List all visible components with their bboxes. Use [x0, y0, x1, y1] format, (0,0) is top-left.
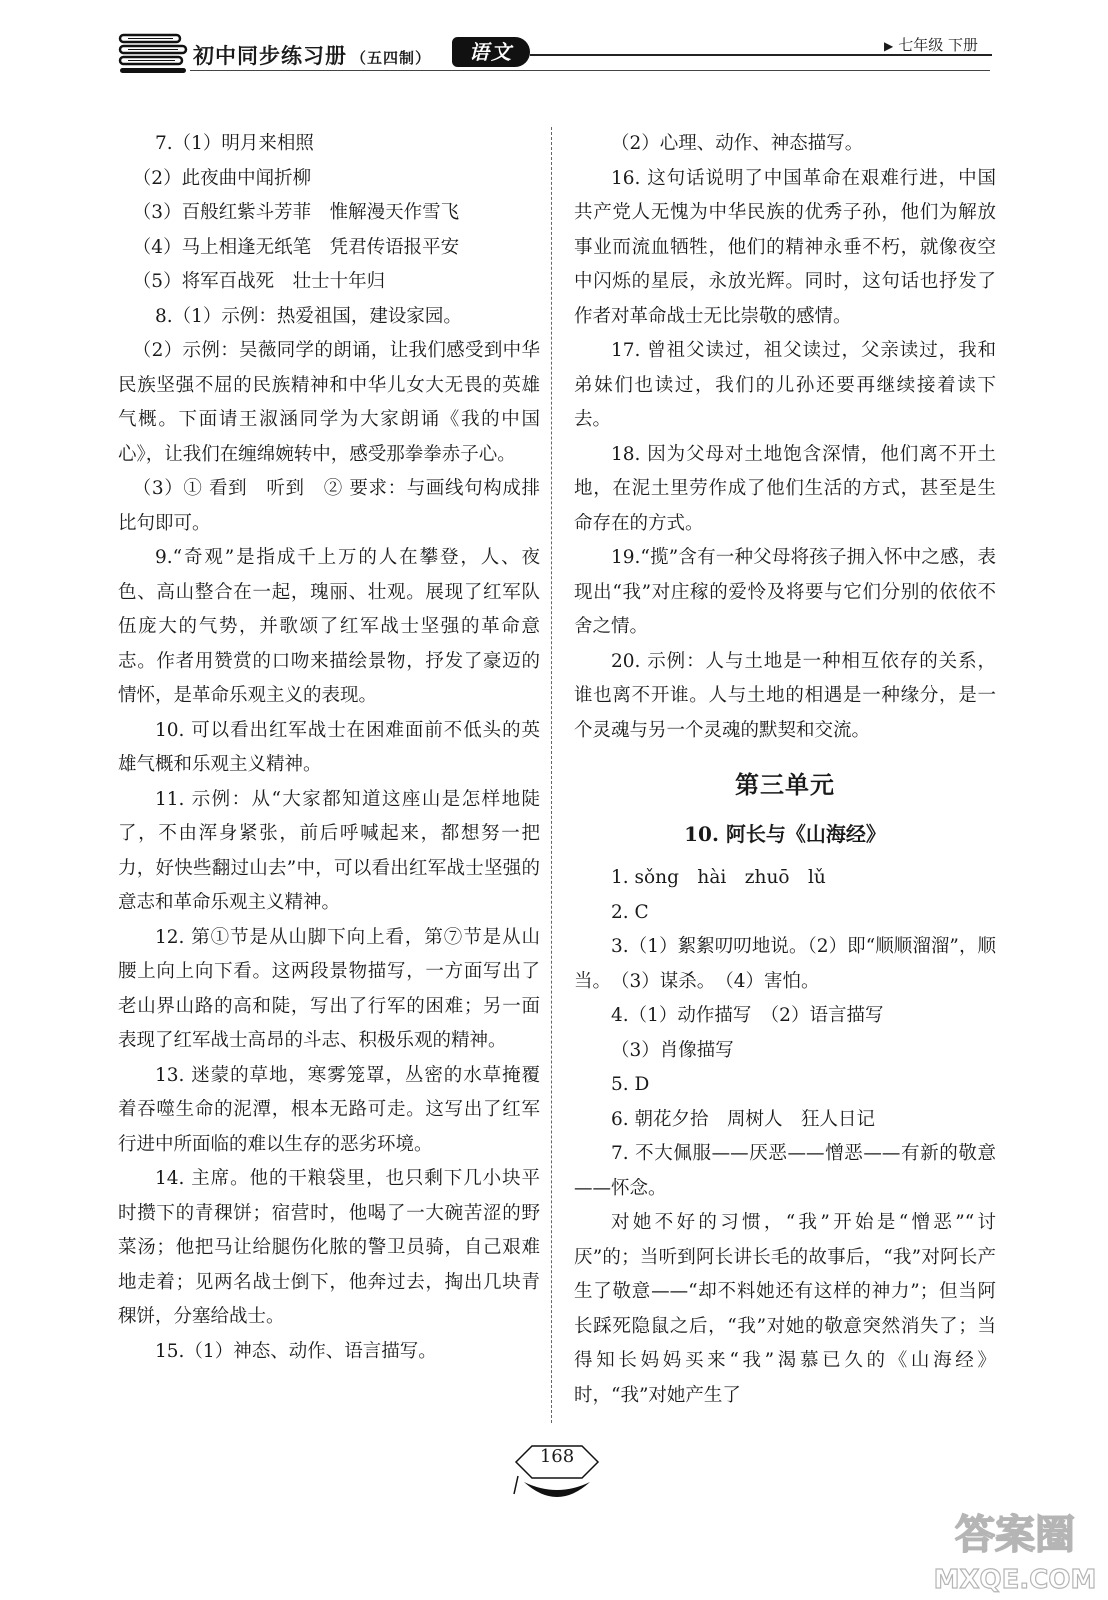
lesson-answers: [574, 861, 996, 1413]
page-header: [0, 0, 1108, 90]
watermark-url: MXQE.COM: [933, 1565, 1097, 1595]
answer-paragraph: 1. sǒng hài zhuō lǔ: [611, 867, 826, 888]
answer-paragraph: 10. 可以看出红军战士在困难面前不低头的英雄气概和乐观主义精神。: [118, 719, 540, 775]
left-column: [118, 127, 540, 1369]
play-triangle-icon: ▶: [884, 39, 894, 53]
answer-paragraph: 对她不好的习惯，“我”开始是“憎恶”“讨厌”的；当听到阿长讲长毛的故事后，“我”对阿长产生了敬意——“却不料她还有这样的神力”；但当阿长踩死隐鼠之后，“我”对她的敬意突然消失了；当得知长妈妈买来“我”渴慕已久的《山海经》时，“我”对她产生了: [574, 1212, 996, 1406]
edition-label: （五四制）: [351, 49, 432, 67]
answer-paragraph: 6. 朝花夕拾 周树人 狂人日记: [611, 1108, 876, 1130]
answer-paragraph: （2）此夜曲中闻折柳: [132, 167, 312, 189]
answer-paragraph: 14. 主席。他的干粮袋里，也只剩下几小块平时攒下的青稞饼；宿营时，他喝了一大碗苦涩的野菜汤；他把马让给腿伤化脓的警卫员骑，自己艰难地走着；见两名战士倒下，他奔过去，掏出几块青稞饼，分塞给战士。: [118, 1168, 540, 1327]
answer-paragraph: 15.（1）神态、动作、语言描写。: [155, 1340, 437, 1362]
column-divider: [551, 127, 552, 1423]
unit-heading: 第三单元: [735, 771, 835, 799]
answer-paragraph: （3）① 看到 听到 ② 要求：与画线句构成排比句即可。: [118, 478, 540, 534]
subject-badge: 语文: [452, 37, 530, 67]
page-number-badge: [512, 1440, 602, 1510]
header-underline: [190, 70, 990, 71]
answer-paragraph: 9.“奇观”是指成千上万的人在攀登，人、夜色、高山整合在一起，瑰丽、壮观。展现了红军队伍庞大的气势，并歌颂了红军战士坚强的革命意志。作者用赞赏的口吻来描绘景物，抒发了豪迈的情怀，是革命乐观主义的表现。: [118, 547, 540, 706]
watermark-text: 答案圈: [955, 1512, 1075, 1558]
answer-paragraph: 19.“揽”含有一种父母将孩子拥入怀中之感，表现出“我”对庄稼的爱怜及将要与它们分别的依依不舍之情。: [574, 547, 996, 637]
right-column-answers: [574, 127, 996, 748]
answer-paragraph: 4.（1）动作描写 （2）语言描写: [611, 1005, 884, 1026]
answer-paragraph: 16. 这句话说明了中国革命在艰难行进，中国共产党人无愧为中华民族的优秀子孙，他们为解放事业而流血牺牲，他们的精神永垂不朽，就像夜空中闪烁的星辰，永放光辉。同时，这句话也抒发了作者对革命战士无比崇敬的感情。: [574, 167, 996, 327]
answer-paragraph: 20. 示例：人与土地是一种相互依存的关系，谁也离不开谁。人与土地的相遇是一种缘分，是一个灵魂与另一个灵魂的默契和交流。: [574, 650, 996, 741]
answer-paragraph: 3.（1）絮絮叨叨地说。（2）即“顺顺溜溜”，顺当。 （3）谋杀。 （4）害怕。: [574, 936, 996, 992]
answer-paragraph: （3）百般红紫斗芳菲 惟解漫天作雪飞: [132, 202, 460, 223]
answer-paragraph: 11. 示例：从“大家都知道这座山是怎样地陡了，不由浑身紧张，前后呼喊起来，都想努一把力，好快些翻过山去”中，可以看出红军战士坚强的意志和革命乐观主义精神。: [118, 788, 540, 913]
lesson-heading: 10. 阿长与《山海经》: [684, 821, 886, 846]
answer-paragraph: 17. 曾祖父读过，祖父读过，父亲读过，我和弟妹们也读过，我们的儿孙还要再继续接着读下去。: [574, 340, 996, 430]
answer-paragraph: 13. 迷蒙的草地，寒雾笼罩，丛密的水草掩覆着吞噬生命的泥潭，根本无路可走。这写出了红军行进中所面临的难以生存的恶劣环境。: [118, 1064, 540, 1155]
answer-paragraph: 7. 不大佩服——厌恶——憎恶——有新的敬意——怀念。: [574, 1143, 996, 1199]
answer-paragraph: 7.（1）明月来相照: [155, 133, 314, 154]
series-title: [193, 40, 431, 70]
answer-paragraph: （3）肖像描写: [611, 1039, 734, 1061]
answer-paragraph: 18. 因为父母对土地饱含深情，他们离不开土地，在泥土里劳作成了他们生活的方式，甚至是生命存在的方式。: [574, 443, 996, 534]
answer-paragraph: 2. C: [611, 901, 649, 923]
answer-paragraph: 12. 第①节是从山脚下向上看，第⑦节是从山腰上向上向下看。这两段景物描写，一方面写出了老山界山路的高和陡，写出了行军的困难；另一面表现了红军战士高昂的斗志、积极乐观的精神。: [118, 926, 540, 1051]
answer-paragraph: （4）马上相逢无纸笔 凭君传语报平安: [132, 236, 460, 258]
answer-paragraph: （2）示例：吴薇同学的朗诵，让我们感受到中华民族坚强不屈的民族精神和中华儿女大无畏的英雄气概。下面请王淑涵同学为大家朗诵《我的中国心》，让我们在缠绵婉转中，感受那拳拳赤子心。: [118, 340, 540, 465]
book-stack-icon: [118, 33, 188, 75]
answer-paragraph: （2）心理、动作、神态描写。: [611, 133, 864, 154]
answer-paragraph: 5. D: [611, 1074, 650, 1095]
watermark-logo: [930, 1500, 1100, 1600]
series-title-text: 初中同步练习册: [193, 44, 347, 68]
grade-text: 七年级 下册: [898, 36, 979, 54]
answer-paragraph: （5）将军百战死 壮士十年归: [132, 271, 386, 292]
right-column: [574, 127, 996, 1413]
page-number: 168: [539, 1446, 575, 1467]
grade-label: [884, 34, 978, 55]
answer-paragraph: 8.（1）示例：热爱祖国，建设家园。: [155, 305, 462, 327]
